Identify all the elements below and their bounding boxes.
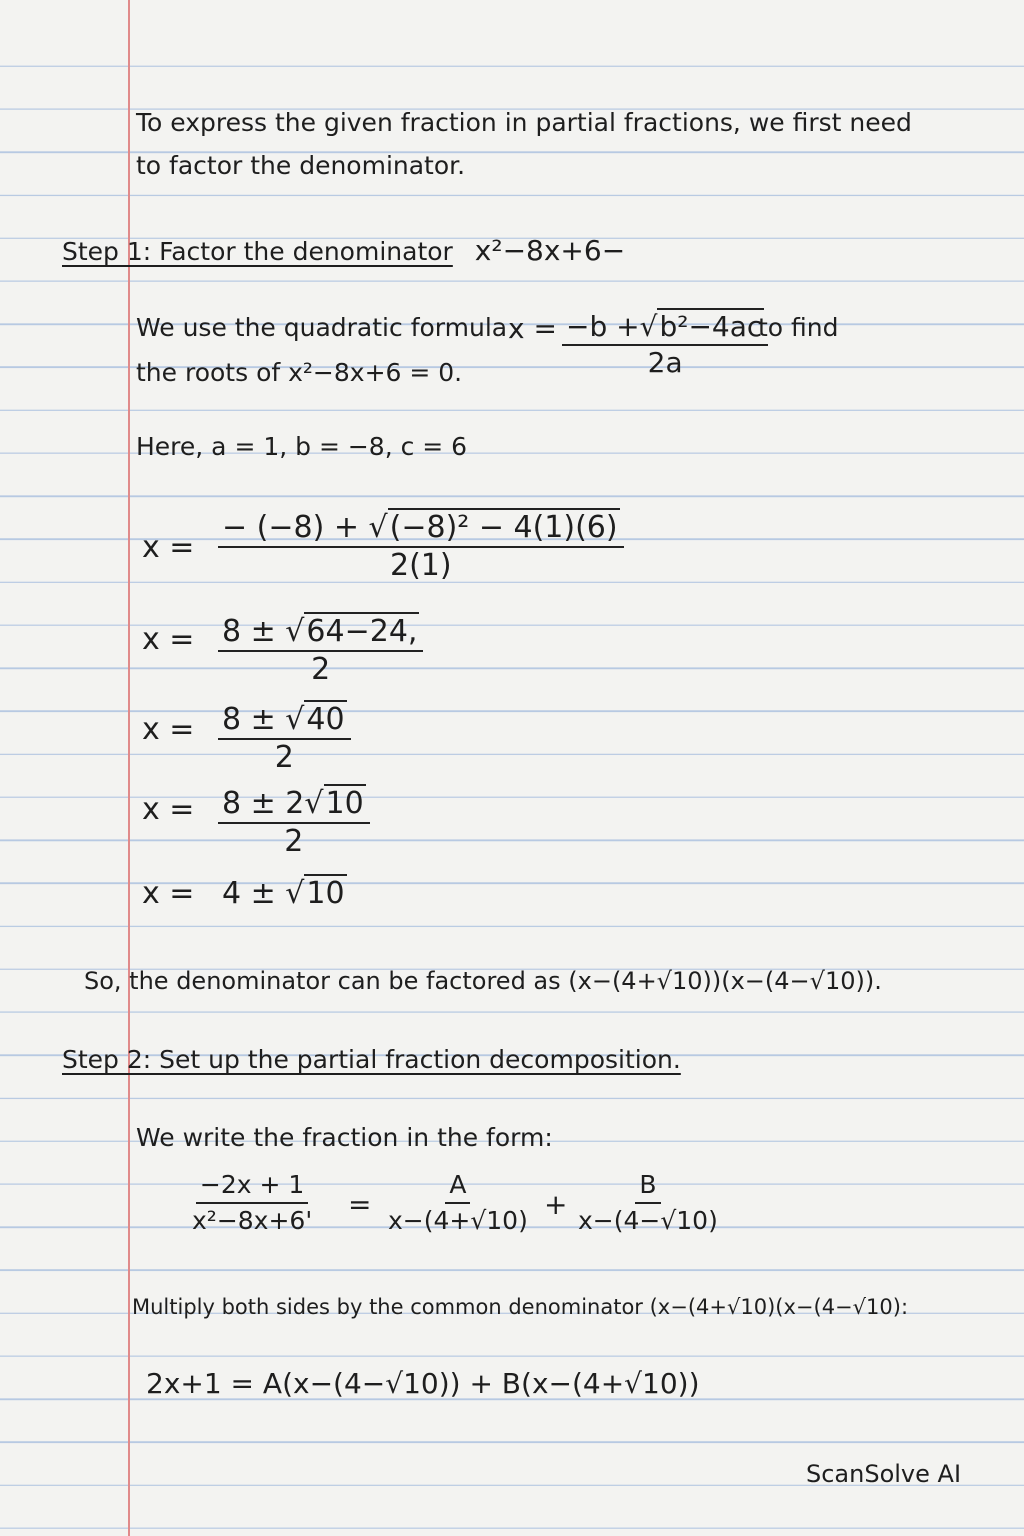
- step1-heading: [62, 236, 625, 267]
- formula-after: to find: [758, 313, 839, 342]
- intro-line-2: to factor the denominator.: [136, 151, 466, 180]
- fraction-a-denominator: x−(4+√10): [388, 1206, 528, 1235]
- derivation-step-3: [218, 702, 351, 776]
- derivation-step-3-radicand: 40: [306, 702, 345, 737]
- derivation-step-1-denominator: 2(1): [390, 548, 452, 583]
- quadratic-formula-fraction: [562, 310, 768, 380]
- radical-sign-icon: √: [285, 876, 305, 911]
- formula-lhs: x =: [508, 312, 557, 345]
- roots-line: the roots of x²−8x+6 = 0.: [136, 358, 463, 387]
- derivation-step-2-radicand: 64−24,: [306, 614, 418, 649]
- step2-heading: Step 2: Set up the partial fraction decomposition.: [62, 1045, 681, 1074]
- derivation-step-4-denominator: 2: [284, 824, 304, 859]
- derivation-lhs-2: x =: [142, 622, 195, 657]
- derivation-lhs-1: x =: [142, 530, 195, 565]
- derivation-step-1-numerator: [218, 510, 624, 548]
- derivation-step-2-numerator: [218, 614, 423, 652]
- derivation-lhs-4: x =: [142, 792, 195, 827]
- form-intro: We write the fraction in the form:: [136, 1123, 553, 1152]
- fraction-b-denominator: x−(4−√10): [578, 1206, 718, 1235]
- derivation-final-radicand: 10: [306, 876, 345, 911]
- fraction-a: [384, 1168, 532, 1238]
- equals-sign: =: [348, 1188, 372, 1221]
- fraction-b-numerator: B: [635, 1168, 660, 1204]
- step1-heading-expression: x²−8x+6−: [474, 234, 626, 267]
- intro-line-1: To express the given fraction in partial fractions, we first need: [136, 108, 912, 137]
- derivation-step-2-denominator: 2: [311, 652, 331, 687]
- coefficients-line: Here, a = 1, b = −8, c = 6: [136, 432, 468, 461]
- derivation-step-1-lead: − (−8) +: [222, 510, 369, 545]
- page-margin-line: [128, 0, 130, 1536]
- derivation-step-1: [218, 510, 624, 584]
- derivation-step-1-radicand: (−8)² − 4(1)(6): [389, 510, 618, 545]
- quadratic-formula-radicand: b²−4ac: [659, 310, 763, 343]
- derivation-step-2-lead: 8 ±: [222, 614, 286, 649]
- derivation-step-3-numerator: [218, 702, 351, 740]
- derivation-step-4-lead: 8 ± 2: [222, 786, 305, 821]
- formula-intro: We use the quadratic formula: [136, 313, 508, 342]
- radical-sign-icon: √: [368, 510, 388, 545]
- lhs-fraction: [188, 1168, 316, 1238]
- radical-sign-icon: √: [304, 786, 324, 821]
- quadratic-formula-numerator-lead: −b +: [566, 310, 640, 343]
- lhs-denominator: x²−8x+6': [192, 1206, 313, 1235]
- quadratic-formula-denominator: 2a: [647, 346, 683, 379]
- scansolve-watermark: ScanSolve AI: [806, 1460, 962, 1488]
- derivation-step-2: [218, 614, 423, 688]
- fraction-b: [574, 1168, 722, 1238]
- quadratic-formula-numerator: [562, 310, 768, 346]
- derivation-step-4: [218, 786, 370, 860]
- radical-sign-icon: √: [285, 614, 305, 649]
- factored-conclusion: So, the denominator can be factored as (x−(4+√10))(x−(4−√10)).: [84, 967, 882, 995]
- derivation-step-4-numerator: [218, 786, 370, 824]
- radical-sign-icon: √: [639, 310, 658, 343]
- multiply-instruction: Multiply both sides by the common denominator (x−(4+√10)(x−(4−√10):: [132, 1295, 909, 1319]
- derivation-step-3-lead: 8 ±: [222, 702, 286, 737]
- plus-sign: +: [544, 1188, 568, 1221]
- derivation-lhs-3: x =: [142, 712, 195, 747]
- derivation-final-lead: 4 ±: [221, 876, 286, 911]
- derivation-final-lhs: x =: [142, 876, 195, 911]
- radical-sign-icon: √: [285, 702, 305, 737]
- step1-heading-text: Step 1: Factor the denominator: [62, 237, 453, 266]
- derivation-step-4-radicand: 10: [325, 786, 364, 821]
- fraction-a-numerator: A: [445, 1168, 470, 1204]
- derivation-final: [142, 876, 347, 912]
- derivation-step-3-denominator: 2: [274, 740, 294, 775]
- lhs-numerator: −2x + 1: [196, 1168, 308, 1204]
- resulting-equation: 2x+1 = A(x−(4−√10)) + B(x−(4+√10)): [146, 1367, 700, 1400]
